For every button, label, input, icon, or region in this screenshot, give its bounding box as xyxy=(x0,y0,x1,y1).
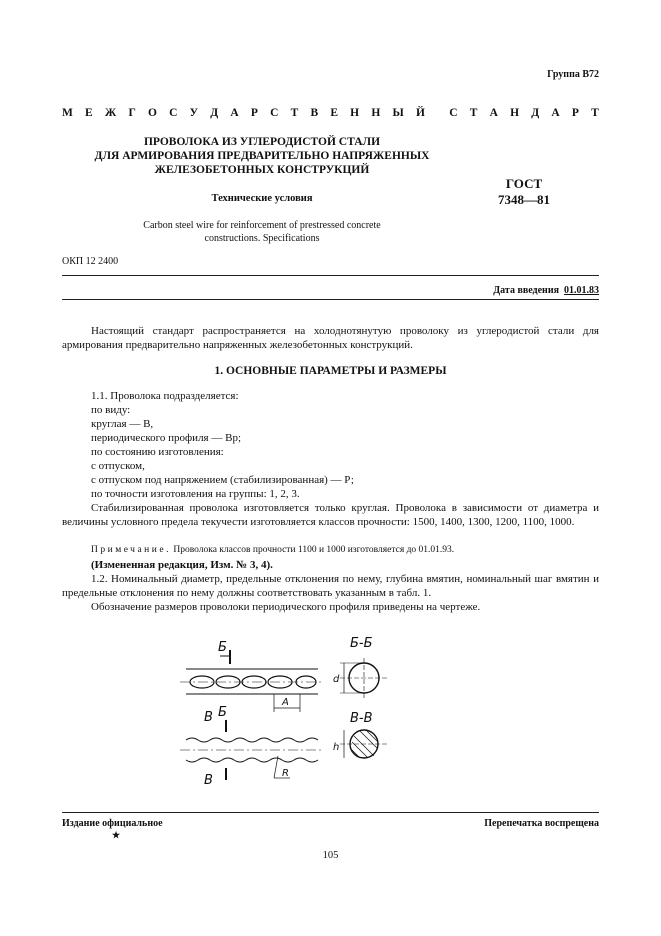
dim-d: d xyxy=(333,674,340,685)
title-line: ДЛЯ АРМИРОВАНИЯ ПРЕДВАРИТЕЛЬНО НАПРЯЖЕННЫХ xyxy=(94,150,430,162)
list-item: по точности изготовления на группы: 1, 2, 3. xyxy=(91,488,300,500)
heading-letter: Т xyxy=(290,107,299,119)
heading-letter: Й xyxy=(415,107,425,119)
heading-letter: Д xyxy=(531,107,540,119)
dim-h: h xyxy=(333,742,340,753)
stabilized-paragraph: Стабилизированная проволока изготовляется только круглая. Проволока в зависимости от диаметра и величины условного предела текучести изготовляется классов прочности: 1500, 1400, 1300, 1200, 1100, 1000. xyxy=(62,502,599,528)
heading-letter: Н xyxy=(510,107,520,119)
star-mark-icon: ★ xyxy=(112,830,121,840)
heading-letter: Ы xyxy=(392,107,404,119)
list-item: периодического профиля — Вр; xyxy=(91,432,242,444)
title-line: ПРОВОЛОКА ИЗ УГЛЕРОДИСТОЙ СТАЛИ xyxy=(143,136,381,148)
note-label: Примечание. xyxy=(91,545,171,555)
heading-letter: Ж xyxy=(104,107,117,119)
leader-line xyxy=(274,756,278,778)
heading-letter: С xyxy=(270,107,279,119)
hatch-line xyxy=(360,731,377,748)
section-vv-label: В-В xyxy=(350,711,373,726)
list-item: с отпуском под напряжением (стабилизированная) — Р; xyxy=(91,474,354,486)
heading-letter: У xyxy=(189,107,199,119)
note xyxy=(62,543,599,557)
reprint-note: Перепечатка воспрещена xyxy=(484,818,599,829)
label-v-top: В xyxy=(204,710,213,725)
heading-letter: Е xyxy=(85,107,93,119)
heading-letter: Е xyxy=(330,107,338,119)
list-item: с отпуском, xyxy=(91,460,145,472)
gost-number: 7348—81 xyxy=(498,192,550,207)
standard-type-heading xyxy=(62,107,599,119)
classification-list xyxy=(91,389,354,501)
heading-letter: Р xyxy=(250,107,258,119)
gost-label: ГОСТ xyxy=(505,176,543,191)
document-subtitle: Технические условия xyxy=(211,193,313,204)
section-heading: 1. ОСНОВНЫЕ ПАРАМЕТРЫ И РАЗМЕРЫ xyxy=(214,365,447,377)
divider xyxy=(62,275,599,276)
heading-letter: С xyxy=(169,107,178,119)
english-title xyxy=(62,219,462,245)
intro-paragraph: Настоящий стандарт распространяется на холоднотянутую проволоку из углеродистой стали для армирования предварительно напряженных железобетонных конструкций. xyxy=(62,325,599,351)
group-code: Группа В72 xyxy=(547,69,599,80)
dim-r: R xyxy=(282,768,289,779)
heading-letter: Г xyxy=(128,107,136,119)
divider xyxy=(62,812,599,813)
heading-letter: В xyxy=(310,107,319,119)
heading-letter: О xyxy=(147,107,157,119)
page-number: 105 xyxy=(322,850,339,861)
english-line: Carbon steel wire for reinforcement of prestressed concrete xyxy=(143,220,381,231)
paragraph-1-2: 1.2. Номинальный диаметр, предельные отклонения по нему, глубина вмятин, номинальный шаг вмятин и предельные отклонения по нему должны соответствовать указанным в табл. 1. xyxy=(62,573,599,599)
profile-top-edge xyxy=(186,738,318,742)
hatch-line xyxy=(352,742,368,758)
wire-profile-drawing xyxy=(178,632,418,792)
list-item: круглая — В, xyxy=(91,418,154,430)
profile-bottom-edge xyxy=(186,758,318,762)
okp-code: ОКП 12 2400 xyxy=(62,256,119,267)
heading-letter: А xyxy=(551,107,560,119)
edition-note: Издание официальное xyxy=(62,818,163,829)
heading-letter: Т xyxy=(591,107,599,119)
heading-letter: Р xyxy=(571,107,579,119)
list-item: 1.1. Проволока подразделяется: xyxy=(91,390,239,402)
heading-letter: Н xyxy=(350,107,360,119)
label-b-top: Б xyxy=(218,640,227,655)
label-b-mid: Б xyxy=(218,705,227,720)
list-item: по виду: xyxy=(91,404,131,416)
dim-a: A xyxy=(282,697,289,708)
heading-letter: Т xyxy=(469,107,478,119)
effective-date xyxy=(493,285,599,296)
document-title xyxy=(62,135,462,177)
label-v-bottom: В xyxy=(204,773,213,788)
heading-letter: А xyxy=(489,107,498,119)
list-item: по состоянию изготовления: xyxy=(91,446,224,458)
heading-letter: С xyxy=(449,107,458,119)
title-line: ЖЕЛЕЗОБЕТОННЫХ КОНСТРУКЦИЙ xyxy=(154,164,370,176)
date-label: Дата введения xyxy=(493,285,559,296)
hatch-line xyxy=(350,748,360,758)
heading-letter: Д xyxy=(210,107,219,119)
designation-paragraph: Обозначение размеров проволоки периодического профиля приведены на чертеже. xyxy=(91,601,481,613)
divider xyxy=(62,299,599,300)
english-line: constructions. Specifications xyxy=(204,233,320,244)
heading-letter: А xyxy=(230,107,239,119)
heading-letter: М xyxy=(62,107,73,119)
note-text: Проволока классов прочности 1100 и 1000 изготовляется до 01.01.93. xyxy=(170,545,455,555)
gost-designation xyxy=(474,176,574,208)
section-bb-label: Б-Б xyxy=(350,636,373,651)
heading-letter: Н xyxy=(371,107,381,119)
amendment-note: (Измененная редакция, Изм. № 3, 4). xyxy=(91,559,273,571)
hatch-line xyxy=(354,736,374,756)
date-value: 01.01.83 xyxy=(564,285,599,296)
